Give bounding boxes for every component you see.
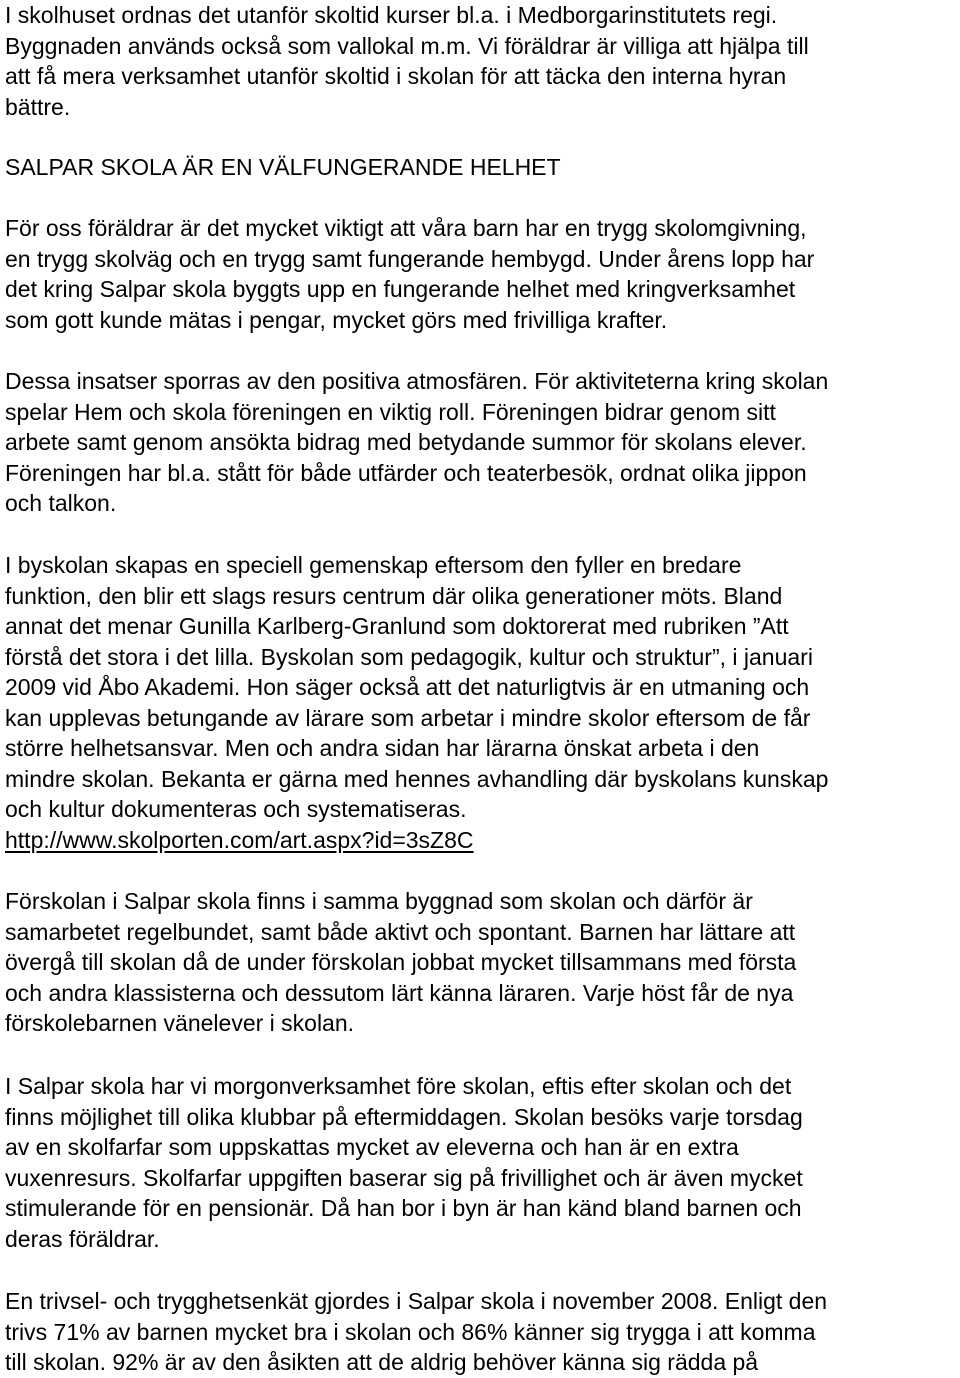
paragraph-preschool xyxy=(5,886,957,1039)
text-line: finns möjlighet till olika klubbar på eftermiddagen. Skolan besöks varje torsdag xyxy=(5,1103,803,1130)
text-line: och talkon. xyxy=(5,490,117,516)
text-line: att få mera verksamhet utanför skoltid i skolan för att täcka den interna hyran xyxy=(5,63,787,89)
paragraph-wellbeing-survey xyxy=(5,1286,957,1378)
text-line: funktion, den blir ett slags resurs centrum där olika generationer möts. Bland xyxy=(5,582,783,609)
paragraph-community-use xyxy=(5,0,957,122)
text-line: som gott kunde mätas i pengar, mycket görs med frivilliga krafter. xyxy=(5,306,668,333)
skolporten-link[interactable]: http://www.skolporten.com/art.aspx?id=3sZ8C xyxy=(5,826,474,853)
link-line xyxy=(5,825,957,856)
text-line: förskolebarnen vänelever i skolan. xyxy=(5,1010,355,1036)
paragraph-home-and-school-association xyxy=(5,366,957,519)
heading-text: SALPAR SKOLA ÄR EN VÄLFUNGERANDE HELHET xyxy=(5,154,561,180)
text-line: I Salpar skola har vi morgonverksamhet före skolan, eftis efter skolan och det xyxy=(5,1073,792,1099)
text-line: en trygg skolväg och en trygg samt fungerande hembygd. Under årens lopp har xyxy=(5,245,815,272)
text-line: förstå det stora i det lilla. Byskolan som pedagogik, kultur och struktur”, i januari xyxy=(5,643,813,670)
text-line: spelar Hem och skola föreningen en viktig roll. Föreningen bidrar genom sitt xyxy=(5,398,776,425)
text-line: Föreningen har bl.a. stått för både utfärder och teaterbesök, ordnat olika jippon xyxy=(5,459,807,486)
text-line: vuxenresurs. Skolfarfar uppgiften baserar sig på frivillighet och är även mycket xyxy=(5,1164,803,1191)
text-line: annat det menar Gunilla Karlberg-Granlund som doktorerat med rubriken ”Att xyxy=(5,613,789,639)
text-line: En trivsel- och trygghetsenkät gjordes i Salpar skola i november 2008. Enligt den xyxy=(5,1288,828,1314)
text-line: trivs 71% av barnen mycket bra i skolan och 86% känner sig trygga i att komma xyxy=(5,1318,816,1345)
text-line: bättre. xyxy=(5,93,71,120)
text-line: Dessa insatser sporras av den positiva atmosfären. För aktiviteterna kring skolan xyxy=(5,368,829,394)
text-line: till skolan. 92% är av den åsikten att de aldrig behöver känna sig rädda på xyxy=(5,1349,759,1375)
text-line: det kring Salpar skola byggts upp en fungerande helhet med kringverksamhet xyxy=(5,276,796,302)
text-line: och kultur dokumenteras och systematiseras. xyxy=(5,796,467,822)
text-line: I skolhuset ordnas det utanför skoltid kurser bl.a. i Medborgarinstitutets regi. xyxy=(5,2,778,28)
text-line: stimulerande för en pensionär. Då han bor i byn är han känd bland barnen och xyxy=(5,1195,802,1221)
text-line: deras föräldrar. xyxy=(5,1225,160,1252)
text-line: större helhetsansvar. Men och andra sidan har lärarna önskat arbeta i den xyxy=(5,735,760,761)
text-line: arbete samt genom ansökta bidrag med betydande summor för skolans elever. xyxy=(5,429,807,455)
paragraph-village-school xyxy=(5,550,957,855)
paragraph-well-functioning-whole xyxy=(5,213,957,335)
paragraph-morning-activities xyxy=(5,1071,957,1254)
text-line: övergå till skolan då de under förskolan jobbat mycket tillsammans med första xyxy=(5,949,797,975)
text-line: av en skolfarfar som uppskattas mycket av eleverna och han är en extra xyxy=(5,1134,739,1160)
text-line: 2009 vid Åbo Akademi. Hon säger också att det naturligtvis är en utmaning och xyxy=(5,674,810,700)
text-line: mindre skolan. Bekanta er gärna med hennes avhandling där byskolans kunskap xyxy=(5,765,829,792)
text-line: I byskolan skapas en speciell gemenskap eftersom den fyller en bredare xyxy=(5,552,742,578)
text-line: Förskolan i Salpar skola finns i samma byggnad som skolan och därför är xyxy=(5,888,753,914)
text-line: Byggnaden används också som vallokal m.m. Vi föräldrar är villiga att hjälpa till xyxy=(5,32,809,59)
text-line: För oss föräldrar är det mycket viktigt att våra barn har en trygg skolomgivning, xyxy=(5,215,807,241)
text-line: samarbetet regelbundet, samt både aktivt och spontant. Barnen har lättare att xyxy=(5,918,796,945)
text-line: och andra klassisterna och dessutom lärt känna läraren. Varje höst får de nya xyxy=(5,979,794,1006)
text-line: kan upplevas betungande av lärare som arbetar i mindre skolor eftersom de får xyxy=(5,704,811,731)
section-heading xyxy=(5,152,957,183)
